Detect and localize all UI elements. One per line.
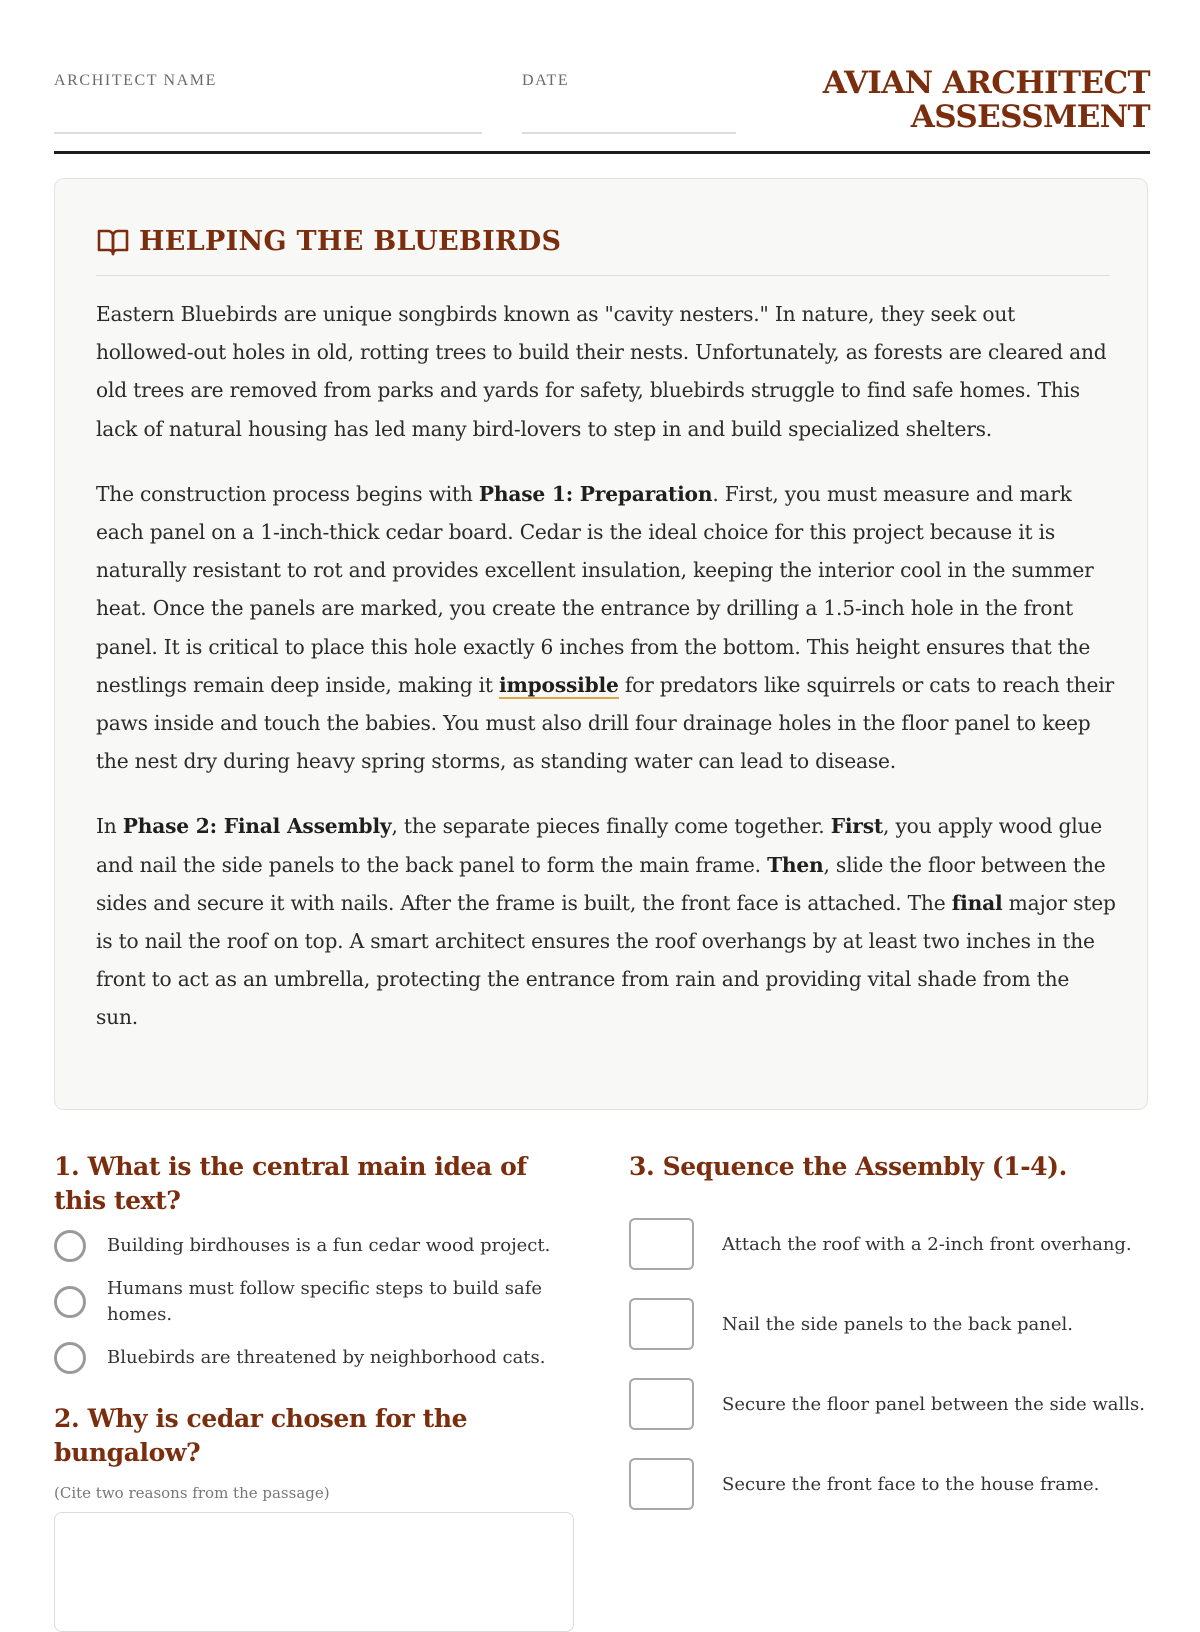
- question-1-option[interactable]: [54, 1342, 574, 1374]
- worksheet-page: [54, 0, 1150, 1600]
- passage-paragraph-3: [96, 807, 1116, 1036]
- questions-right-column: [629, 1150, 1150, 1524]
- sequence-word-first: First: [830, 814, 884, 839]
- question-1-options: [54, 1230, 574, 1374]
- sequence-item: [629, 1284, 1150, 1364]
- text-run: , the separate pieces finally come together.: [391, 814, 831, 839]
- sequence-item: [629, 1444, 1150, 1524]
- passage-paragraph-2: [96, 475, 1116, 781]
- option-label: Bluebirds are threatened by neighborhood cats.: [107, 1347, 546, 1368]
- page-title-line2: ASSESSMENT: [910, 99, 1150, 135]
- sequence-step-text: Secure the floor panel between the side walls.: [722, 1393, 1145, 1415]
- sequence-number-box[interactable]: [629, 1298, 694, 1350]
- question-2-hint: (Cite two reasons from the passage): [54, 1484, 330, 1502]
- text-run: , you apply wood glue and nail the side panels to the back panel to form the main frame.: [96, 814, 1103, 877]
- architect-name-line[interactable]: [54, 132, 482, 134]
- question-2-heading: 2. Why is cedar chosen for the bungalow?: [54, 1404, 468, 1467]
- sequence-number-box[interactable]: [629, 1378, 694, 1430]
- date-label: DATE: [522, 72, 570, 89]
- option-label: Humans must follow specific steps to build safe homes.: [107, 1278, 543, 1325]
- text-run: , slide the floor between the sides and secure it with nails. After the frame is built, the front face is attached. The: [96, 852, 1106, 915]
- radio-button[interactable]: [54, 1342, 86, 1374]
- text-run: for predators like squirrels or cats to reach their paws inside and touch the babies. You must also drill four drainage holes in the floor panel to keep the nest dry during heavy spring storms, as standing water can lead to disease.: [96, 672, 1114, 774]
- open-book-icon: [96, 225, 130, 259]
- architect-name-label: ARCHITECT NAME: [54, 72, 217, 89]
- question-2-answer-box[interactable]: [54, 1512, 574, 1632]
- questions-left-column: [54, 1150, 574, 1632]
- radio-button[interactable]: [54, 1286, 86, 1318]
- phase-1-label: Phase 1: Preparation: [478, 481, 713, 506]
- question-1-heading: 1. What is the central main idea of this text?: [54, 1152, 527, 1215]
- question-3-heading: 3. Sequence the Assembly (1-4).: [629, 1152, 1067, 1181]
- text-run: In: [96, 814, 123, 839]
- passage-paragraph-1: Eastern Bluebirds are unique songbirds known as "cavity nesters." In nature, they seek out hollowed-out holes in old, rotting trees to build their nests. Unfortunately, as forests are cleared and old trees are removed from parks and yards for safety, bluebirds struggle to find safe homes. This lack of natural housing has led many bird-lovers to step in and build specialized shelters.: [96, 302, 1107, 441]
- sequence-item: [629, 1364, 1150, 1444]
- sequence-number-box[interactable]: [629, 1458, 694, 1510]
- question-1-option[interactable]: [54, 1276, 574, 1328]
- sequence-list: [629, 1204, 1150, 1524]
- passage-header: [96, 225, 1110, 276]
- phase-2-label: Phase 2: Final Assembly: [122, 814, 392, 839]
- page-title-line1: AVIAN ARCHITECT: [822, 65, 1150, 101]
- architect-name-field[interactable]: [54, 72, 482, 90]
- option-label: Building birdhouses is a fun cedar wood project.: [107, 1235, 551, 1256]
- radio-button[interactable]: [54, 1230, 86, 1262]
- highlighted-word: impossible: [499, 672, 619, 697]
- sequence-number-box[interactable]: [629, 1218, 694, 1270]
- text-run: major step is to nail the roof on top. A smart architect ensures the roof overhangs by at least two inches in the front to act as an umbrella, protecting the entrance from rain and providing vital shade from the sun.: [96, 890, 1116, 1030]
- text-run: . First, you must measure and mark each panel on a 1-inch-thick cedar board. Cedar is the ideal choice for this project because it is naturally resistant to rot and provides excellent insulation, keeping the interior cool in the summer heat. Once the panels are marked, you create the entrance by drilling a 1.5-inch hole in the front panel. It is critical to place this hole exactly 6 inches from the bottom. This height ensures that the nestlings remain deep inside, making it: [96, 481, 1094, 697]
- sequence-step-text: Nail the side panels to the back panel.: [722, 1313, 1073, 1335]
- passage-body: [96, 295, 1116, 1064]
- worksheet-header: [54, 0, 1150, 154]
- passage-card: [54, 178, 1148, 1110]
- passage-title: HELPING THE BLUEBIRDS: [139, 226, 562, 257]
- sequence-word-final: final: [951, 890, 1003, 915]
- question-1-option[interactable]: [54, 1230, 574, 1262]
- sequence-step-text: Secure the front face to the house frame.: [722, 1473, 1100, 1495]
- page-title: [630, 66, 1150, 134]
- sequence-step-text: Attach the roof with a 2-inch front overhang.: [722, 1233, 1132, 1255]
- sequence-word-then: Then: [767, 852, 824, 877]
- text-run: The construction process begins with: [96, 481, 479, 506]
- sequence-item: [629, 1204, 1150, 1284]
